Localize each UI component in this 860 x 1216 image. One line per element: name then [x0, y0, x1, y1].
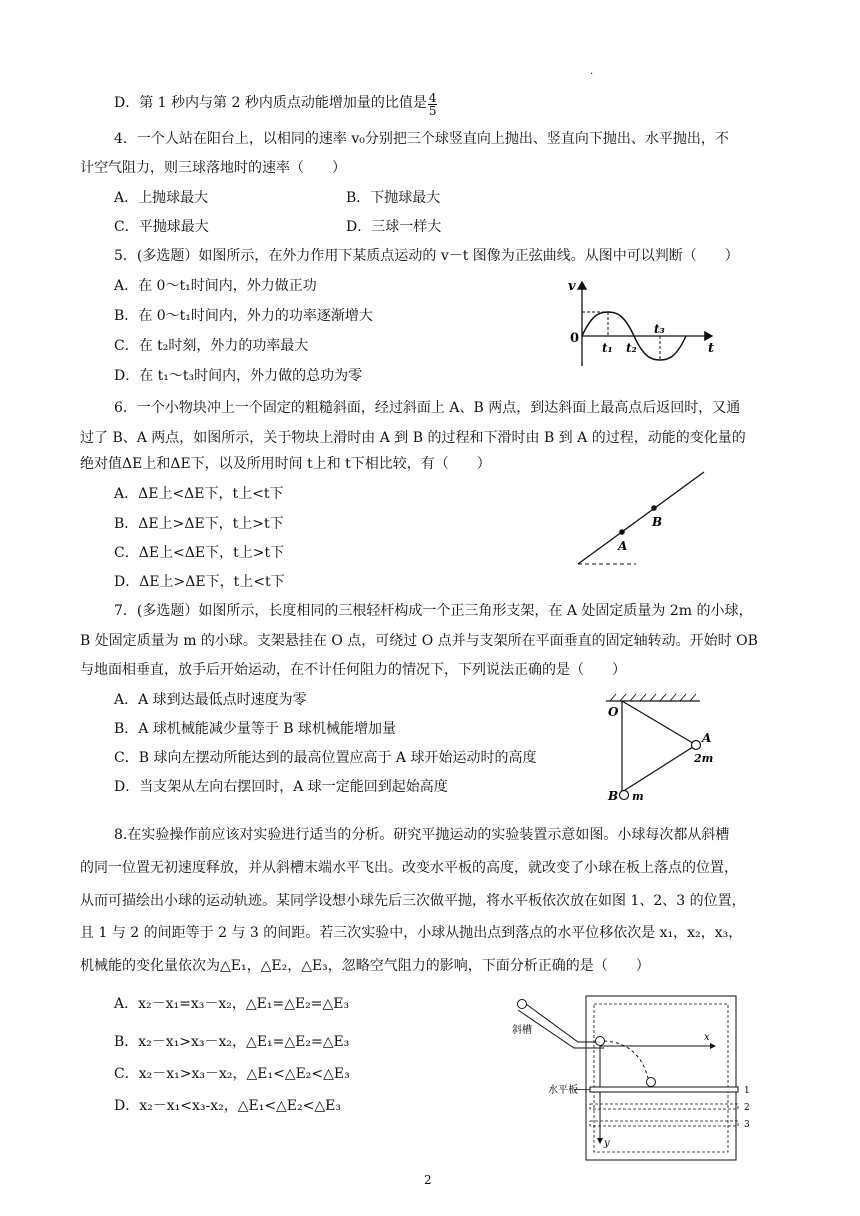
q5-option-d: D．在 t₁～t₃时间内，外力做的总功为零: [114, 368, 363, 384]
q5-vt-graph: [562, 270, 722, 370]
q7-stem-line1: 7．(多选题）如图所示，长度相同的三根轻杆构成一个正三角形支架，在 A 处固定质量为 2m 的小球，: [114, 603, 753, 619]
point-o-label: O: [608, 705, 619, 719]
q6-stem-line2: 过了 B、A 两点，如图所示，关于物块上滑时由 A 到 B 的过程和下滑时由 B 到 A 的过程，动能的变化量的: [80, 430, 746, 446]
position-2-label: 2: [744, 1103, 750, 1113]
ball-b-label: B: [608, 789, 619, 803]
chute-label: 斜槽: [512, 1025, 532, 1036]
ball-a-mass: 2m: [694, 752, 714, 765]
board-frame: [586, 996, 736, 1160]
chute-ball: [518, 1000, 527, 1009]
q7-stem-line2: B 处固定质量为 m 的小球。支架悬挂在 O 点，可绕过 O 点并与支架所在平面垂直的固定轴转动。开始时 OB: [80, 633, 758, 649]
landing-ball: [647, 1078, 656, 1087]
q7-triangle-figure: [590, 692, 730, 808]
q7-stem-line3: 与地面相垂直，放手后开始运动，在不计任何阻力的情况下，下列说法正确的是（ ）: [80, 662, 626, 678]
q8-option-b: B．x₂－x₁>x₃－x₂，△E₁=△E₂=△E₃: [114, 1034, 350, 1050]
q5-option-c: C．在 t₂时刻，外力的功率最大: [114, 338, 309, 354]
ball-a-label: A: [702, 731, 712, 745]
x-axis-label: x: [704, 1032, 710, 1043]
q6-stem-line1: 6．一个小物块冲上一个固定的粗糙斜面，经过斜面上 A、B 两点，到达斜面上最高点后返回时，又通: [114, 400, 741, 416]
trajectory: [604, 1041, 648, 1078]
q8-stem-line4: 且 1 与 2 的间距等于 2 与 3 的间距。若三次实验中，小球从抛出点到落点的水平位移依次是 x₁，x₂，x₃，: [80, 925, 743, 941]
page-number: 2: [424, 1173, 432, 1187]
q6-option-a: A．ΔE上<ΔE下，t上<t下: [114, 486, 284, 502]
y-axis-label: y: [604, 1138, 610, 1149]
q8-stem-line1: 8.在实验操作前应该对实验进行适当的分析。研究平抛运动的实验装置示意如图。小球每次都从斜槽: [114, 827, 730, 843]
board-label: 水平板: [548, 1085, 578, 1096]
horizontal-board-2: [590, 1104, 738, 1109]
q3-option-d: [114, 92, 437, 117]
point-a: [619, 529, 625, 535]
q6-option-c: C．ΔE上<ΔE下，t上>t下: [114, 545, 285, 561]
q7-option-a: A．A 球到达最低点时速度为零: [114, 692, 307, 708]
q3-option-d-text: D．第 1 秒内与第 2 秒内质点动能增加量的比值是: [114, 95, 427, 111]
q6-stem-line3: 绝对值ΔE上和ΔE下，以及所用时间 t上和 t下相比较，有（ ）: [80, 456, 491, 472]
header-mark: .: [590, 66, 594, 77]
q8-option-c: C．x₂－x₁>x₃－x₂，△E₁<△E₂<△E₃: [114, 1066, 350, 1082]
t3-label: t₃: [654, 322, 665, 336]
q7-option-d: D．当支架从左向右摆回时，A 球一定能回到起始高度: [114, 779, 448, 795]
fraction-numerator: 4: [428, 91, 437, 105]
incline-line: [578, 472, 704, 564]
q4-stem-line1: 4．一个人站在阳台上，以相同的速率 v₀分别把三个球竖直向上抛出、竖直向下抛出、水平抛出，不: [114, 131, 729, 147]
q8-option-a: A．x₂－x₁=x₃－x₂，△E₁=△E₂=△E₃: [114, 996, 350, 1012]
q5-stem: 5．(多选题）如图所示，在外力作用下某质点运动的 v－t 图像为正弦曲线。从图中可以判断（ ）: [114, 248, 739, 264]
q8-apparatus-figure: [508, 990, 753, 1166]
t1-label: t₁: [602, 341, 613, 355]
t2-label: t₂: [626, 341, 637, 355]
fraction-denominator: 5: [428, 104, 437, 118]
q4-option-d: D．三球一样大: [346, 219, 442, 235]
q4-option-a: A．上抛球最大: [114, 190, 209, 206]
q4-stem-line2: 计空气阻力，则三球落地时的速率（ ）: [80, 160, 346, 176]
q5-option-a: A．在 0～t₁时间内，外力做正功: [114, 278, 317, 294]
q7-option-b: B．A 球机械能减少量等于 B 球机械能增加量: [114, 721, 397, 737]
q4-option-c: C．平抛球最大: [114, 219, 209, 235]
point-b: [651, 505, 657, 511]
v-label: v: [568, 279, 576, 294]
rod-ab: [622, 745, 696, 792]
point-a-label: A: [618, 539, 628, 553]
q4-option-b: B．下抛球最大: [346, 190, 441, 206]
origin-label: 0: [570, 331, 580, 346]
ball-b: [620, 791, 629, 800]
paper-outline: [594, 1004, 728, 1152]
q8-stem-line3: 从而可描绘出小球的运动轨迹。某同学设想小球先后三次做平抛，将水平板依次放在如图 1、2、3 的位置，: [80, 893, 746, 909]
launch-ball: [596, 1037, 605, 1046]
horizontal-board-1: [590, 1087, 738, 1092]
ball-a: [692, 741, 701, 750]
q6-option-d: D．ΔE上>ΔE下，t上<t下: [114, 574, 285, 590]
q7-option-c: C．B 球向左摆动所能达到的最高位置应高于 A 球开始运动时的高度: [114, 750, 537, 766]
ball-b-mass: m: [632, 790, 644, 803]
position-3-label: 3: [744, 1120, 750, 1130]
q6-incline-figure: [572, 466, 712, 570]
q8-stem-line2: 的同一位置无初速度释放，并从斜槽末端水平飞出。改变水平板的高度，就改变了小球在板上落点的位置，: [80, 860, 738, 876]
q6-option-b: B．ΔE上>ΔE下，t上>t下: [114, 516, 284, 532]
position-1-label: 1: [744, 1086, 750, 1096]
q5-option-b: B．在 0～t₁时间内，外力的功率逐渐增大: [114, 308, 373, 324]
q3-fraction: [428, 92, 438, 117]
rod-oa: [622, 701, 696, 745]
t-label: t: [708, 341, 715, 356]
q8-stem-line5: 机械能的变化量依次为△E₁，△E₂，△E₃，忽略空气阻力的影响，下面分析正确的是（ ）: [80, 958, 650, 974]
horizontal-board-3: [590, 1121, 738, 1126]
point-b-label: B: [652, 515, 663, 529]
q8-option-d: D．x₂－x₁<x₃-x₂，△E₁<△E₂<△E₃: [114, 1098, 341, 1114]
